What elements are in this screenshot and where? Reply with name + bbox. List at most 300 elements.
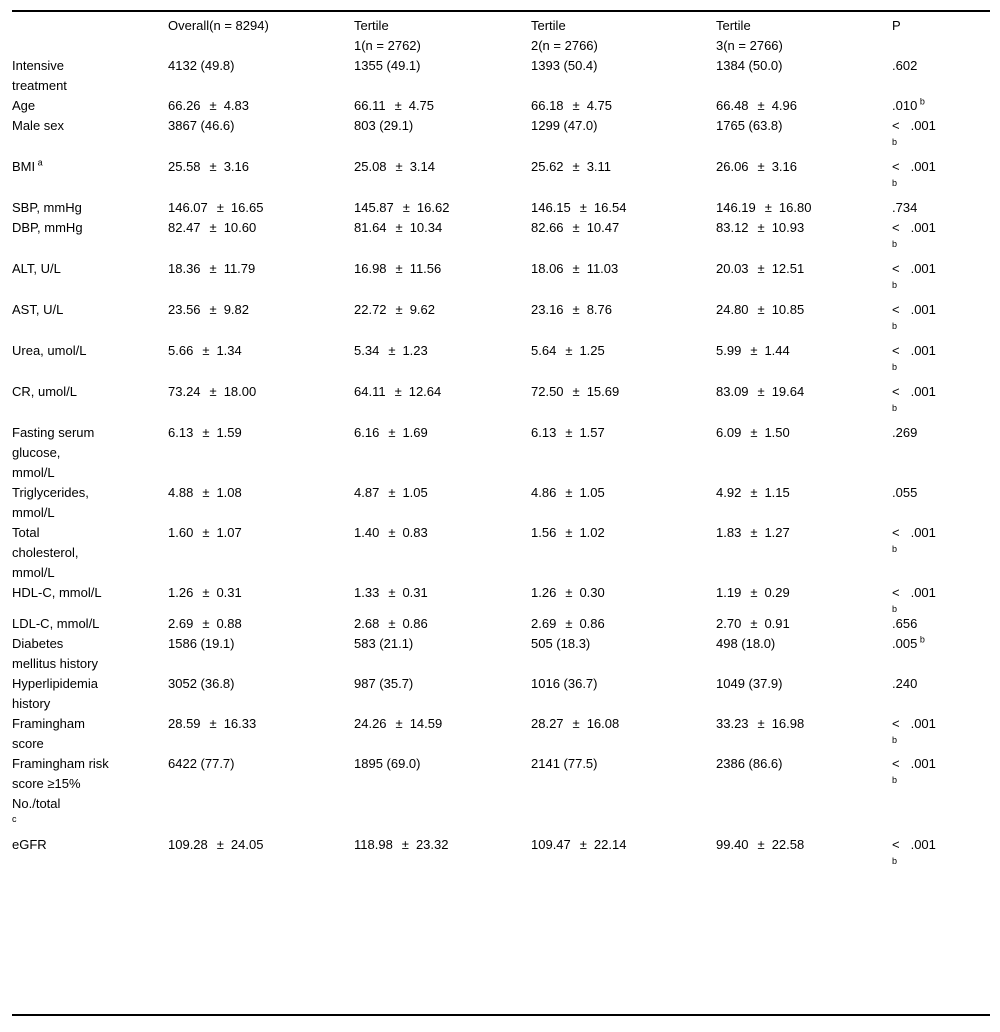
cell-p-value <box>892 56 990 96</box>
p-footnote-b: b <box>892 544 898 554</box>
row-label-cell <box>12 300 168 331</box>
p-less-than-sign: < <box>892 159 900 174</box>
cell-tertile-2-mean-sd: 4.86 ± 1.05 <box>531 485 605 500</box>
cell-tertile-2-mean-sd: 109.47 ± 22.14 <box>531 837 627 852</box>
row-label: Hyperlipidemia history <box>12 676 98 711</box>
row-label: Fasting serum glucose, mmol/L <box>12 425 95 480</box>
p-value: .656 <box>892 616 918 631</box>
cell-tertile-3 <box>716 56 892 96</box>
cell-tertile-1-mean-sd: 24.26 ± 14.59 <box>354 716 443 731</box>
p-less-than-sign: < <box>892 384 900 399</box>
row-label: Age <box>12 98 36 113</box>
cell-overall <box>168 341 354 372</box>
row-label-cell <box>12 96 168 116</box>
cell-overall-count-percent: 3867 (46.6) <box>168 118 235 133</box>
cell-tertile-3-mean-sd: 1.83 ± 1.27 <box>716 525 790 540</box>
cell-tertile-2-mean-sd: 25.62 ± 3.11 <box>531 159 612 174</box>
cell-tertile-2-mean-sd: 28.27 ± 16.08 <box>531 716 620 731</box>
p-footnote-b: b <box>892 239 898 249</box>
cell-overall-count-percent: 6422 (77.7) <box>168 756 235 771</box>
cell-tertile-1 <box>354 198 531 218</box>
table-row <box>12 754 990 825</box>
p-footnote-b: b <box>892 735 898 745</box>
cell-tertile-1-count-percent: 1355 (49.1) <box>354 58 421 73</box>
p-value: < .001 b <box>892 300 990 331</box>
cell-tertile-1-mean-sd: 1.40 ± 0.83 <box>354 525 428 540</box>
cell-overall <box>168 583 354 614</box>
p-footnote-b: b <box>892 321 898 331</box>
row-spacer <box>12 188 990 198</box>
cell-tertile-3-mean-sd: 66.48 ± 4.96 <box>716 98 797 113</box>
cell-tertile-1-mean-sd: 4.87 ± 1.05 <box>354 485 428 500</box>
cell-tertile-3-mean-sd: 33.23 ± 16.98 <box>716 716 805 731</box>
p-less-than-sign: < <box>892 343 900 358</box>
p-footnote-b: b <box>892 137 898 147</box>
cell-overall-mean-sd: 73.24 ± 18.00 <box>168 384 257 399</box>
cell-tertile-1-mean-sd: 145.87 ± 16.62 <box>354 200 450 215</box>
cell-tertile-3 <box>716 754 892 825</box>
cell-tertile-3-mean-sd: 5.99 ± 1.44 <box>716 343 790 358</box>
table-row <box>12 96 990 116</box>
p-value: < .001 b <box>892 754 990 785</box>
cell-tertile-1-mean-sd: 1.33 ± 0.31 <box>354 585 428 600</box>
p-less-than-sign: < <box>892 302 900 317</box>
header-tertile-1-line2: 1(n = 2762) <box>354 38 421 53</box>
p-footnote-b: b <box>892 775 898 785</box>
header-tertile-2-line1: Tertile <box>531 18 566 33</box>
cell-p-value <box>892 483 990 523</box>
cell-overall <box>168 614 354 634</box>
cell-tertile-3 <box>716 198 892 218</box>
cell-p-value <box>892 116 990 147</box>
cell-overall-mean-sd: 1.26 ± 0.31 <box>168 585 242 600</box>
row-label-cell <box>12 714 168 754</box>
cell-tertile-1 <box>354 583 531 614</box>
cell-overall-count-percent: 3052 (36.8) <box>168 676 235 691</box>
table-row <box>12 259 990 290</box>
cell-p-value <box>892 96 990 116</box>
cell-overall-mean-sd: 2.69 ± 0.88 <box>168 616 242 631</box>
cell-tertile-3-mean-sd: 4.92 ± 1.15 <box>716 485 790 500</box>
table-body <box>12 56 990 866</box>
cell-tertile-3 <box>716 714 892 754</box>
row-spacer <box>12 331 990 341</box>
p-value: .010 $^b$ <box>892 96 925 113</box>
p-value: < .001 b <box>892 218 990 249</box>
cell-overall <box>168 382 354 413</box>
header-overall-label: Overall(n = 8294) <box>168 18 269 33</box>
cell-tertile-3 <box>716 634 892 674</box>
baseline-characteristics-table <box>12 16 990 866</box>
cell-tertile-1 <box>354 218 531 249</box>
cell-tertile-1 <box>354 96 531 116</box>
cell-tertile-1 <box>354 423 531 483</box>
p-value: < .001 b <box>892 341 990 372</box>
cell-tertile-1 <box>354 116 531 147</box>
row-label-cell <box>12 157 168 188</box>
p-less-than-sign: < <box>892 261 900 276</box>
cell-tertile-3 <box>716 259 892 290</box>
cell-overall-count-percent: 4132 (49.8) <box>168 58 235 73</box>
header-tertile-3-line1: Tertile <box>716 18 751 33</box>
cell-tertile-2-mean-sd: 5.64 ± 1.25 <box>531 343 605 358</box>
row-label-cell <box>12 382 168 413</box>
header-tertile-2 <box>531 16 716 56</box>
cell-tertile-3-mean-sd: 20.03 ± 12.51 <box>716 261 805 276</box>
cell-tertile-3-count-percent: 2386 (86.6) <box>716 756 783 771</box>
cell-tertile-3 <box>716 674 892 714</box>
cell-tertile-2 <box>531 96 716 116</box>
row-spacer <box>12 147 990 157</box>
table-row <box>12 198 990 218</box>
cell-tertile-2 <box>531 116 716 147</box>
header-tertile-3 <box>716 16 892 56</box>
cell-tertile-2 <box>531 674 716 714</box>
cell-tertile-2 <box>531 218 716 249</box>
cell-tertile-2-mean-sd: 146.15 ± 16.54 <box>531 200 627 215</box>
cell-tertile-3 <box>716 583 892 614</box>
table-row <box>12 634 990 674</box>
row-label: Framingham risk score ≥15% No./total c <box>12 754 132 825</box>
cell-tertile-1-count-percent: 583 (21.1) <box>354 636 414 651</box>
table-row <box>12 614 990 634</box>
row-label-cell <box>12 56 168 96</box>
row-label-footnote-c: c <box>12 814 17 824</box>
cell-tertile-1-mean-sd: 81.64 ± 10.34 <box>354 220 443 235</box>
p-value: .005 $^b$ <box>892 634 925 651</box>
cell-tertile-1-count-percent: 1895 (69.0) <box>354 756 421 771</box>
table-row <box>12 523 990 583</box>
row-label: Male sex <box>12 118 65 133</box>
cell-overall <box>168 259 354 290</box>
cell-tertile-2 <box>531 523 716 583</box>
cell-overall <box>168 483 354 523</box>
cell-p-value <box>892 614 990 634</box>
p-value: .055 <box>892 485 918 500</box>
p-value: .602 <box>892 58 918 73</box>
table-row <box>12 218 990 249</box>
cell-tertile-1-mean-sd: 64.11 ± 12.64 <box>354 384 442 399</box>
header-overall <box>168 16 354 56</box>
p-less-than-sign: < <box>892 220 900 235</box>
table-row <box>12 341 990 372</box>
row-label-cell <box>12 835 168 866</box>
row-label-cell <box>12 341 168 372</box>
p-footnote-b: b <box>892 403 898 413</box>
cell-overall <box>168 300 354 331</box>
cell-overall-mean-sd: 109.28 ± 24.05 <box>168 837 264 852</box>
p-less-than-sign: < <box>892 837 900 852</box>
p-value: < .001 b <box>892 259 990 290</box>
cell-tertile-3 <box>716 835 892 866</box>
cell-tertile-1 <box>354 382 531 413</box>
cell-tertile-3-count-percent: 1765 (63.8) <box>716 118 783 133</box>
cell-tertile-2-mean-sd: 82.66 ± 10.47 <box>531 220 620 235</box>
cell-p-value <box>892 218 990 249</box>
cell-tertile-2 <box>531 483 716 523</box>
cell-tertile-1-mean-sd: 118.98 ± 23.32 <box>354 837 449 852</box>
row-label-cell <box>12 754 168 825</box>
p-value: < .001 b <box>892 583 990 614</box>
cell-tertile-2-mean-sd: 1.26 ± 0.30 <box>531 585 605 600</box>
cell-overall-mean-sd: 5.66 ± 1.34 <box>168 343 242 358</box>
row-label: AST, U/L <box>12 302 64 317</box>
cell-tertile-3 <box>716 116 892 147</box>
row-label: Diabetes mellitus history <box>12 636 98 671</box>
table-row <box>12 583 990 614</box>
cell-overall-mean-sd: 82.47 ± 10.60 <box>168 220 257 235</box>
cell-tertile-2 <box>531 634 716 674</box>
cell-tertile-2 <box>531 382 716 413</box>
cell-overall <box>168 198 354 218</box>
cell-tertile-3 <box>716 614 892 634</box>
cell-tertile-1-mean-sd: 16.98 ± 11.56 <box>354 261 442 276</box>
p-footnote-marker: b <box>917 96 925 107</box>
header-tertile-1-line1: Tertile <box>354 18 389 33</box>
cell-tertile-3 <box>716 341 892 372</box>
cell-overall <box>168 423 354 483</box>
cell-tertile-2 <box>531 259 716 290</box>
cell-tertile-1-mean-sd: 25.08 ± 3.14 <box>354 159 435 174</box>
p-value: < .001 b <box>892 714 990 745</box>
cell-overall-count-percent: 1586 (19.1) <box>168 636 235 651</box>
cell-overall-mean-sd: 1.60 ± 1.07 <box>168 525 242 540</box>
cell-tertile-3-mean-sd: 26.06 ± 3.16 <box>716 159 797 174</box>
table-header-row <box>12 16 990 56</box>
p-footnote-b: b <box>892 362 898 372</box>
row-spacer <box>12 290 990 300</box>
row-spacer <box>12 372 990 382</box>
p-less-than-sign: < <box>892 716 900 731</box>
cell-tertile-3-mean-sd: 83.09 ± 19.64 <box>716 384 805 399</box>
p-value: < .001 b <box>892 157 990 188</box>
cell-tertile-1-count-percent: 803 (29.1) <box>354 118 414 133</box>
cell-overall <box>168 218 354 249</box>
cell-overall-mean-sd: 18.36 ± 11.79 <box>168 261 256 276</box>
table-row <box>12 382 990 413</box>
cell-tertile-2-mean-sd: 66.18 ± 4.75 <box>531 98 612 113</box>
p-value: < .001 b <box>892 116 990 147</box>
cell-tertile-2-count-percent: 2141 (77.5) <box>531 756 598 771</box>
cell-overall-mean-sd: 25.58 ± 3.16 <box>168 159 249 174</box>
header-p-label: P <box>892 18 901 33</box>
cell-p-value <box>892 674 990 714</box>
row-label: ALT, U/L <box>12 261 61 276</box>
cell-p-value <box>892 423 990 483</box>
row-label: SBP, mmHg <box>12 200 82 215</box>
p-footnote-b: b <box>892 856 898 866</box>
table-bottom-rule <box>12 1014 990 1016</box>
cell-tertile-2-mean-sd: 18.06 ± 11.03 <box>531 261 619 276</box>
row-label: Total cholesterol, mmol/L <box>12 525 79 580</box>
cell-tertile-2-count-percent: 1016 (36.7) <box>531 676 598 691</box>
cell-tertile-2 <box>531 198 716 218</box>
header-tertile-1 <box>354 16 531 56</box>
cell-tertile-2 <box>531 300 716 331</box>
cell-tertile-2 <box>531 835 716 866</box>
table-row <box>12 56 990 96</box>
row-label: Triglycerides, mmol/L <box>12 485 89 520</box>
cell-tertile-1 <box>354 341 531 372</box>
cell-overall-mean-sd: 28.59 ± 16.33 <box>168 716 257 731</box>
cell-tertile-1 <box>354 614 531 634</box>
cell-tertile-2 <box>531 56 716 96</box>
table-row <box>12 674 990 714</box>
cell-tertile-2 <box>531 583 716 614</box>
cell-tertile-1 <box>354 157 531 188</box>
cell-tertile-3-count-percent: 498 (18.0) <box>716 636 776 651</box>
cell-tertile-1 <box>354 259 531 290</box>
cell-tertile-1 <box>354 523 531 583</box>
row-label: eGFR <box>12 837 47 852</box>
row-label-cell <box>12 198 168 218</box>
cell-tertile-2 <box>531 341 716 372</box>
cell-tertile-3-mean-sd: 146.19 ± 16.80 <box>716 200 812 215</box>
cell-overall <box>168 634 354 674</box>
row-label-cell <box>12 116 168 147</box>
row-label: Intensive treatment <box>12 58 67 93</box>
header-tertile-3-line2: 3(n = 2766) <box>716 38 783 53</box>
cell-tertile-1-mean-sd: 66.11 ± 4.75 <box>354 98 435 113</box>
row-label-cell <box>12 523 168 583</box>
p-less-than-sign: < <box>892 756 900 771</box>
p-value: .269 <box>892 425 918 440</box>
header-characteristic <box>12 16 168 56</box>
cell-tertile-3-mean-sd: 99.40 ± 22.58 <box>716 837 805 852</box>
cell-tertile-1-mean-sd: 6.16 ± 1.69 <box>354 425 428 440</box>
cell-tertile-3 <box>716 423 892 483</box>
cell-p-value <box>892 382 990 413</box>
cell-tertile-1 <box>354 714 531 754</box>
cell-tertile-2 <box>531 423 716 483</box>
cell-overall-mean-sd: 4.88 ± 1.08 <box>168 485 242 500</box>
row-label: LDL-C, mmol/L <box>12 616 100 631</box>
cell-p-value <box>892 300 990 331</box>
table-row <box>12 157 990 188</box>
cell-tertile-1 <box>354 483 531 523</box>
cell-p-value <box>892 523 990 583</box>
cell-tertile-2-mean-sd: 1.56 ± 1.02 <box>531 525 605 540</box>
cell-overall-mean-sd: 146.07 ± 16.65 <box>168 200 264 215</box>
cell-overall <box>168 56 354 96</box>
row-label: DBP, mmHg <box>12 220 83 235</box>
cell-p-value <box>892 198 990 218</box>
p-value: < .001 b <box>892 523 990 554</box>
cell-p-value <box>892 157 990 188</box>
cell-tertile-2-count-percent: 505 (18.3) <box>531 636 591 651</box>
cell-tertile-1 <box>354 674 531 714</box>
cell-overall <box>168 523 354 583</box>
p-value: < .001 b <box>892 382 990 413</box>
row-label-cell <box>12 218 168 249</box>
cell-overall <box>168 157 354 188</box>
p-less-than-sign: < <box>892 118 900 133</box>
cell-overall <box>168 714 354 754</box>
cell-tertile-1-mean-sd: 5.34 ± 1.23 <box>354 343 428 358</box>
row-label-cell <box>12 483 168 523</box>
p-less-than-sign: < <box>892 525 900 540</box>
row-label-cell <box>12 259 168 290</box>
cell-overall-mean-sd: 6.13 ± 1.59 <box>168 425 242 440</box>
cell-overall <box>168 96 354 116</box>
cell-tertile-3 <box>716 382 892 413</box>
cell-tertile-1-mean-sd: 22.72 ± 9.62 <box>354 302 435 317</box>
cell-p-value <box>892 634 990 674</box>
cell-tertile-1 <box>354 56 531 96</box>
cell-tertile-2 <box>531 754 716 825</box>
cell-tertile-2 <box>531 714 716 754</box>
row-label-cell <box>12 634 168 674</box>
row-spacer <box>12 249 990 259</box>
cell-p-value <box>892 754 990 825</box>
cell-tertile-2-mean-sd: 2.69 ± 0.86 <box>531 616 605 631</box>
row-label: HDL-C, mmol/L <box>12 585 102 600</box>
cell-tertile-2-count-percent: 1393 (50.4) <box>531 58 598 73</box>
cell-tertile-3 <box>716 218 892 249</box>
row-label: BMI $^a$ <box>12 157 43 174</box>
cell-tertile-3-mean-sd: 6.09 ± 1.50 <box>716 425 790 440</box>
p-value: .240 <box>892 676 918 691</box>
cell-tertile-3 <box>716 157 892 188</box>
cell-tertile-2 <box>531 614 716 634</box>
cell-overall <box>168 835 354 866</box>
cell-tertile-3-mean-sd: 83.12 ± 10.93 <box>716 220 805 235</box>
cell-tertile-1-count-percent: 987 (35.7) <box>354 676 414 691</box>
cell-overall <box>168 116 354 147</box>
table-row <box>12 714 990 754</box>
cell-tertile-2-mean-sd: 6.13 ± 1.57 <box>531 425 605 440</box>
cell-overall <box>168 674 354 714</box>
p-footnote-b: b <box>892 280 898 290</box>
header-p-value <box>892 16 990 56</box>
cell-tertile-3 <box>716 96 892 116</box>
cell-tertile-1 <box>354 835 531 866</box>
row-label-cell <box>12 583 168 614</box>
cell-p-value <box>892 583 990 614</box>
header-tertile-2-line2: 2(n = 2766) <box>531 38 598 53</box>
cell-p-value <box>892 835 990 866</box>
row-label: CR, umol/L <box>12 384 78 399</box>
cell-overall-mean-sd: 66.26 ± 4.83 <box>168 98 249 113</box>
cell-overall <box>168 754 354 825</box>
cell-tertile-3 <box>716 483 892 523</box>
cell-p-value <box>892 341 990 372</box>
p-footnote-marker: b <box>917 634 925 645</box>
row-label-footnote-marker: a <box>35 157 43 168</box>
cell-tertile-3-mean-sd: 1.19 ± 0.29 <box>716 585 790 600</box>
row-label: Urea, umol/L <box>12 343 87 358</box>
cell-tertile-3-mean-sd: 24.80 ± 10.85 <box>716 302 805 317</box>
row-label-cell <box>12 674 168 714</box>
row-spacer <box>12 825 990 835</box>
table-row <box>12 116 990 147</box>
p-value: .734 <box>892 200 918 215</box>
cell-tertile-2 <box>531 157 716 188</box>
row-label-cell <box>12 423 168 483</box>
p-less-than-sign: < <box>892 585 900 600</box>
table-row <box>12 483 990 523</box>
cell-tertile-3-count-percent: 1049 (37.9) <box>716 676 783 691</box>
cell-tertile-1 <box>354 754 531 825</box>
cell-tertile-3-mean-sd: 2.70 ± 0.91 <box>716 616 790 631</box>
cell-tertile-2-count-percent: 1299 (47.0) <box>531 118 598 133</box>
table-row <box>12 300 990 331</box>
table-top-rule <box>12 10 990 12</box>
cell-tertile-2-mean-sd: 23.16 ± 8.76 <box>531 302 612 317</box>
cell-p-value <box>892 714 990 754</box>
p-value: < .001 b <box>892 835 990 866</box>
row-label-cell <box>12 614 168 634</box>
